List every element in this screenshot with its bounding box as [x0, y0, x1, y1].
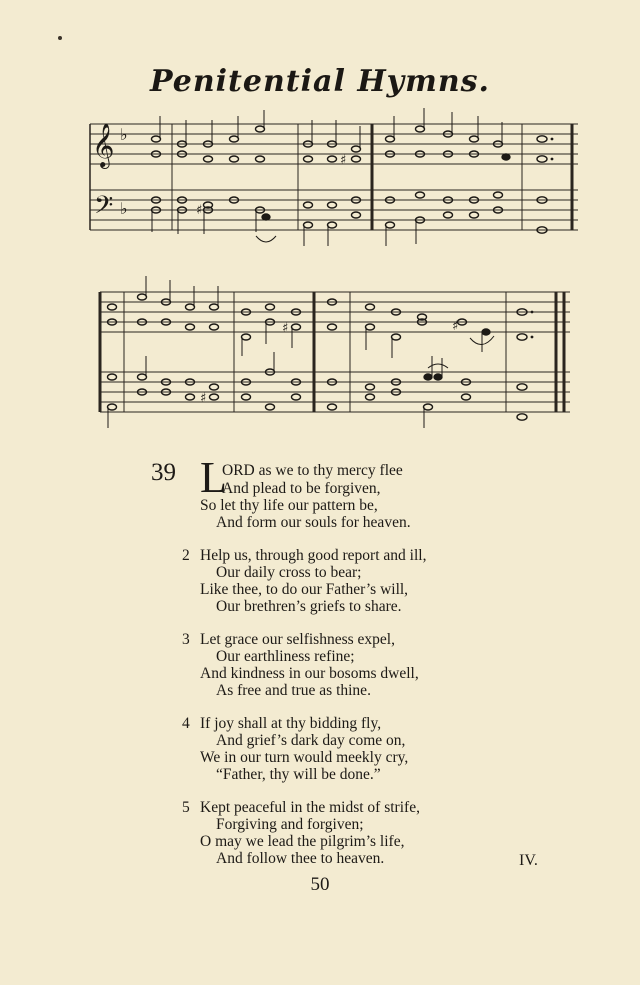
- verse-1-line-4: And form our souls for heaven.: [216, 514, 411, 531]
- hymn-number: 39: [151, 459, 176, 486]
- flat-icon: ♭: [120, 125, 128, 144]
- bass-clef-icon: 𝄢: [94, 191, 114, 226]
- music-score: [0, 0, 640, 440]
- flat-icon: ♭: [120, 199, 128, 218]
- verse-2-line-3: Like thee, to do our Father’s will,: [200, 581, 409, 598]
- verse-5-line-2: Forgiving and forgiven;: [216, 816, 364, 833]
- noteheads-system-2: [108, 294, 528, 420]
- sharp-icon: ♯: [340, 153, 347, 168]
- verse-3-line-2: Our earthliness refine;: [216, 648, 355, 665]
- page-title: Penitential Hymns.: [149, 64, 490, 99]
- verse-2-line-1: Help us, through good report and ill,: [200, 547, 427, 564]
- verse-3-line-1: Let grace our selfishness expel,: [200, 631, 395, 648]
- verse-4-number: 4: [182, 715, 190, 732]
- ending-dots: [531, 138, 554, 339]
- sharp-icon: ♯: [200, 391, 207, 406]
- verse-1-line-2: And plead to be forgiven,: [222, 480, 381, 497]
- verse-3-line-3: And kindness in our bosoms dwell,: [200, 665, 419, 682]
- verse-5-line-1: Kept peaceful in the midst of strife,: [200, 799, 420, 816]
- bass-staff-1: [90, 190, 578, 230]
- verse-5-line-4: And follow thee to heaven.: [216, 850, 385, 867]
- drop-cap: L: [200, 453, 227, 502]
- verse-1-line-3: So let thy life our pattern be,: [200, 497, 378, 514]
- score-system-1: [90, 124, 578, 230]
- verse-5-line-3: O may we lead the pilgrim’s life,: [200, 833, 405, 850]
- verse-3-line-4: As free and true as thine.: [216, 682, 371, 699]
- meter-mark: IV.: [519, 852, 538, 869]
- verse-2-number: 2: [182, 547, 190, 564]
- verse-4-line-3: We in our turn would meekly cry,: [200, 749, 409, 766]
- sharp-icon: ♯: [452, 319, 459, 334]
- sharp-icon: ♯: [196, 203, 203, 218]
- verse-4-line-4: “Father, thy will be done.”: [216, 766, 381, 783]
- verse-1-line-1: ORD as we to thy mercy flee: [222, 462, 403, 479]
- verse-2-line-2: Our daily cross to bear;: [216, 564, 362, 581]
- noteheads-system-1: [152, 126, 548, 233]
- print-speck: [58, 36, 62, 40]
- sharp-icon: ♯: [282, 321, 289, 336]
- treble-clef-icon: 𝄞: [92, 123, 115, 167]
- verse-3-number: 3: [182, 631, 190, 648]
- verse-4-line-1: If joy shall at thy bidding fly,: [200, 715, 382, 732]
- score-system-2: [100, 292, 570, 412]
- verse-2-line-4: Our brethren’s griefs to share.: [216, 598, 402, 615]
- verse-4-line-2: And grief’s dark day come on,: [216, 732, 406, 749]
- verse-5-number: 5: [182, 799, 190, 816]
- page-number: 50: [310, 874, 330, 895]
